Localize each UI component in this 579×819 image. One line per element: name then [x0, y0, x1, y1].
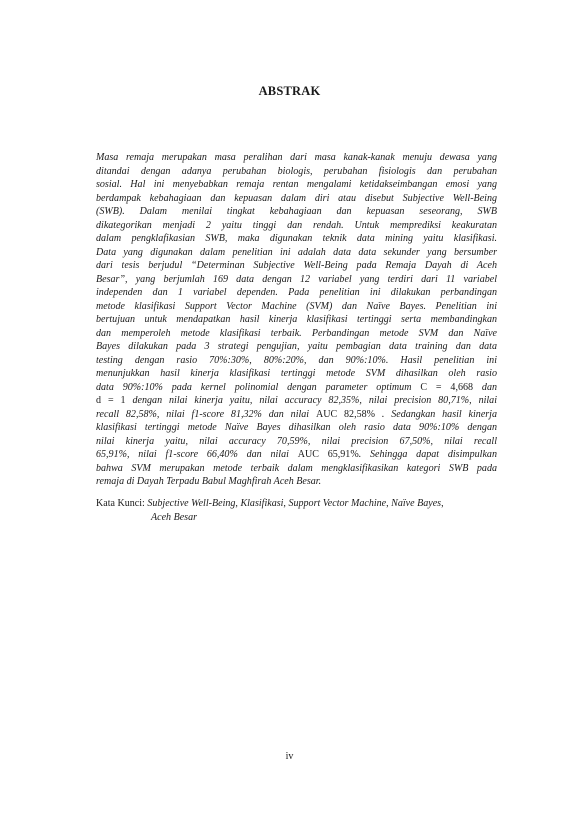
auc-svm-tail: . Sedangkan hasil kinerja	[375, 408, 497, 420]
keywords-row	[96, 511, 497, 525]
abstract-line: remaja di Dayah Terpadu Babul Maghfirah Aceh Besar.	[96, 476, 322, 487]
abstract-line: dari tesis berjudul “Determinan Subjective Well-Being pada Remaja Dayah di Aceh	[96, 260, 497, 271]
keyword: Naïve Bayes	[391, 498, 442, 509]
abstract-line: testing dengan rasio 70%:30%, 80%:20%, dan 90%:10%. Hasil penelitian ini	[96, 354, 497, 366]
abstract-title: ABSTRAK	[258, 84, 321, 98]
abstract-line: independen dan 1 variabel dependen. Pada penelitian ini dilakukan perbandingan	[96, 287, 497, 298]
keyword: Support Vector Machine	[288, 498, 387, 509]
abstract-line: sosial. Hal ini menyebabkan remaja rentan mengalami ketidakseimbangan emosi yang	[96, 179, 497, 190]
keyword-separator: ,	[283, 498, 289, 509]
abstract-line: Besar”, yang berjumlah 169 data dengan 12 variabel yang terdiri dari 11 variabel	[96, 273, 497, 285]
abstract-line: nilai kinerja yaitu, nilai accuracy 70,59%, nilai precision 67,50%, nilai recall	[96, 435, 497, 447]
abstract-line: dalam pengklafikasian SWB, maka digunakan teknik data mining yaitu klasifikasi.	[96, 233, 497, 244]
abstract-body	[96, 151, 497, 489]
param-c-math: C = 4,668	[420, 381, 474, 393]
abstract-line-auc-svm	[96, 408, 497, 422]
abstract-line-param-d	[96, 394, 497, 408]
param-c-text: data 90%:10% pada kernel polinomial dengan parameter optimum	[96, 381, 421, 393]
keywords-label: Kata Kunci:	[96, 498, 148, 509]
abstract-line: klasifikasi tertinggi metode Naïve Bayes dihasilkan oleh rasio data 90%:10% dengan	[96, 422, 497, 433]
abstract-line: Bayes dilakukan pada 3 strategi pengujian, yaitu pembagian data training dan data	[96, 341, 497, 352]
abstract-line: menunjukkan hasil kinerja klasifikasi tertinggi metode SVM dihasilkan oleh rasio	[96, 368, 497, 379]
param-d-math: d = 1	[96, 395, 126, 406]
keyword-separator: ,	[386, 498, 392, 509]
abstract-line: Masa remaja merupakan masa peralihan dari masa kanak-kanak menuju dewasa yang	[96, 152, 497, 163]
abstract-line: ditandai dengan adanya perubahan biologis, perubahan fisiologis dan perubahan	[96, 165, 497, 177]
auc-svm-value: AUC 82,58%	[315, 408, 375, 420]
abstract-line-param-c	[96, 381, 497, 395]
abstract-line: bahwa SVM merupakan metode terbaik dalam mengklasifikasikan kategori SWB pada	[96, 462, 497, 474]
keywords-row	[96, 497, 497, 511]
auc-nb-tail: . Sehingga dapat disimpulkan	[358, 449, 497, 460]
abstract-line: Data yang digunakan dalam penelitian ini adalah data data sekunder yang bersumber	[96, 246, 497, 258]
page-number: iv	[285, 751, 294, 762]
keyword: Klasifikasi	[240, 498, 284, 509]
auc-nb-value: AUC 65,91%	[297, 449, 359, 460]
param-d-tail: dengan nilai kinerja yaitu, nilai accuracy 82,35%, nilai precision 80,71%, nilai	[125, 395, 497, 406]
abstract-line: metode klasifikasi Support Vector Machine (SVM) dan Naïve Bayes. Penelitian ini	[96, 300, 497, 312]
abstract-line: dikategorikan menjadi 2 yaitu tinggi dan rendah. Untuk memprediksi keakuratan	[96, 219, 497, 231]
keyword: Subjective Well-Being	[147, 498, 236, 509]
abstract-line: bertujuan untuk mendapatkan hasil kinerja klasifikasi tertinggi serta membandingkan	[96, 314, 497, 325]
abstract-line-auc-nb	[96, 448, 497, 462]
abstract-line: berdampak kebahagiaan dan kepuasan dalam diri atau disebut Subjective Well-Being	[96, 192, 497, 204]
param-c-tail: dan	[473, 381, 497, 393]
keyword-separator: ,	[441, 498, 444, 509]
abstract-line: dan memperoleh metode klasifikasi terbaik. Perbandingan metode SVM dan Naïve	[96, 327, 497, 339]
auc-nb-text: 65,91%, nilai f1-score 66,40% dan nilai	[96, 449, 298, 460]
abstract-line: (SWB). Dalam menilai tingkat kebahagiaan dan kepuasan seseorang, SWB	[96, 206, 497, 217]
keyword-separator: ,	[235, 498, 241, 509]
keyword: Aceh Besar	[151, 511, 198, 523]
auc-svm-text: recall 82,58%, nilai f1-score 81,32% dan nilai	[96, 408, 316, 420]
keywords	[96, 497, 497, 524]
